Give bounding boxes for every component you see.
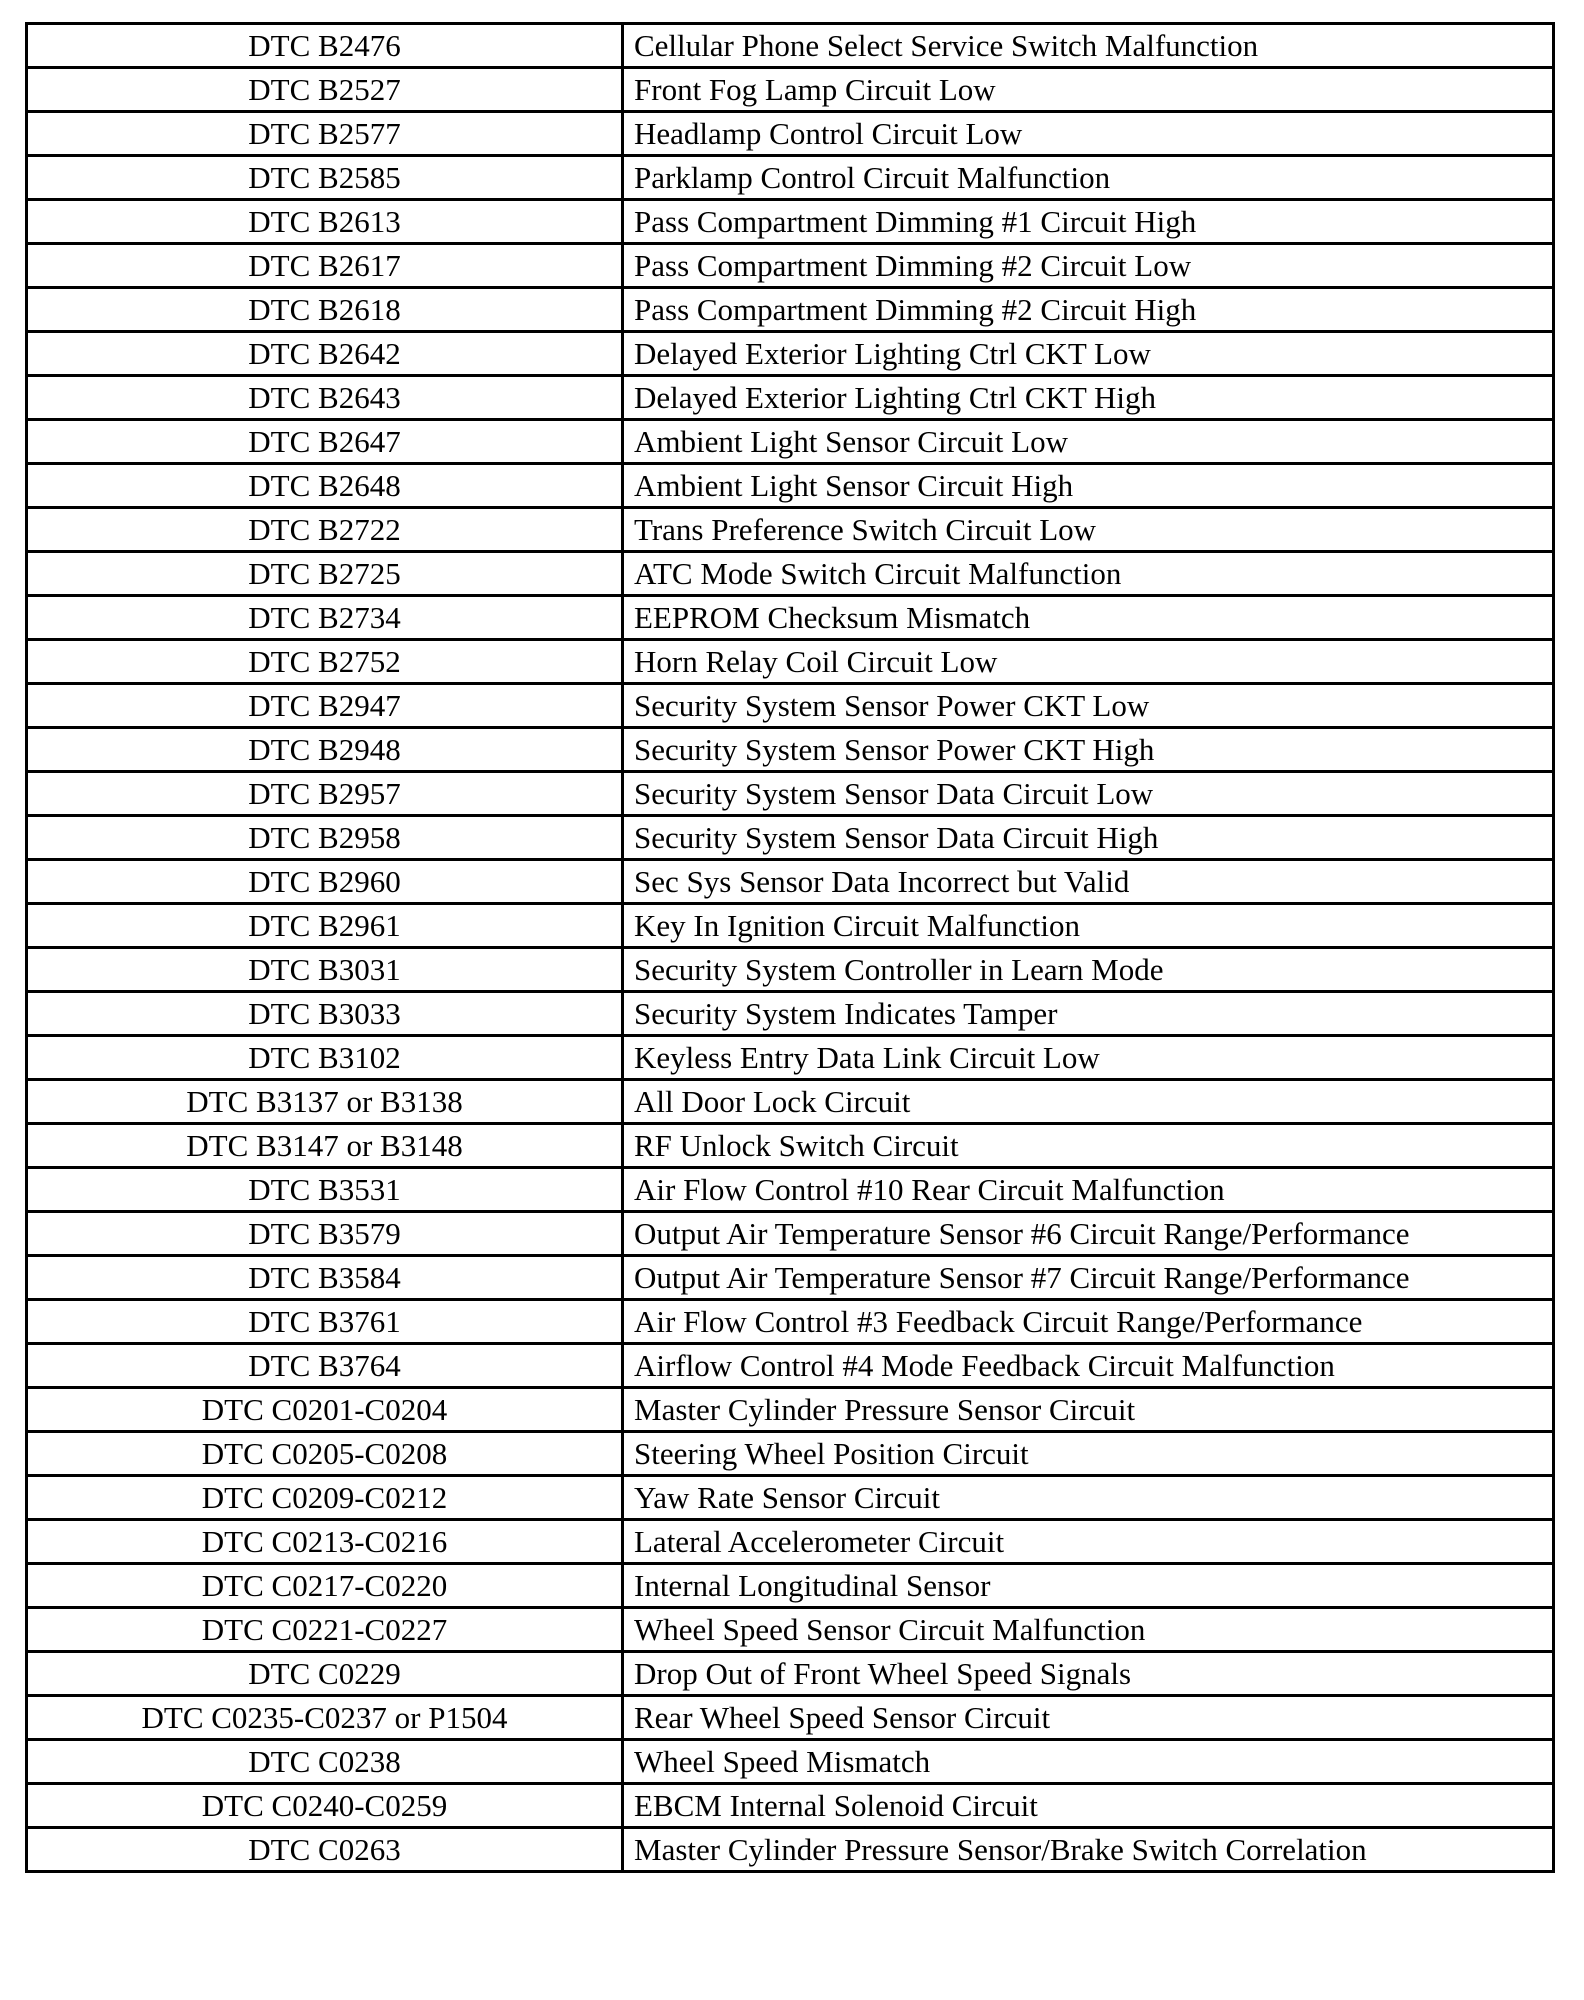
dtc-code-cell: DTC B2947 (27, 684, 623, 728)
table-row (27, 1652, 1554, 1696)
table-row (27, 288, 1554, 332)
dtc-code-cell: DTC C0221-C0227 (27, 1608, 623, 1652)
dtc-table-body (27, 24, 1554, 1872)
dtc-description-cell: Security System Controller in Learn Mode (623, 948, 1554, 992)
table-row (27, 1520, 1554, 1564)
dtc-description-cell: Keyless Entry Data Link Circuit Low (623, 1036, 1554, 1080)
dtc-description-cell: Air Flow Control #3 Feedback Circuit Range/Performance (623, 1300, 1554, 1344)
dtc-code-cell: DTC B2958 (27, 816, 623, 860)
dtc-description-cell: All Door Lock Circuit (623, 1080, 1554, 1124)
dtc-description-cell: Airflow Control #4 Mode Feedback Circuit Malfunction (623, 1344, 1554, 1388)
dtc-code-cell: DTC B3531 (27, 1168, 623, 1212)
table-row (27, 376, 1554, 420)
dtc-description-cell: Horn Relay Coil Circuit Low (623, 640, 1554, 684)
table-row (27, 772, 1554, 816)
table-row (27, 860, 1554, 904)
table-row (27, 904, 1554, 948)
dtc-description-cell: Key In Ignition Circuit Malfunction (623, 904, 1554, 948)
dtc-description-cell: Ambient Light Sensor Circuit High (623, 464, 1554, 508)
dtc-description-cell: Parklamp Control Circuit Malfunction (623, 156, 1554, 200)
dtc-description-cell: Wheel Speed Sensor Circuit Malfunction (623, 1608, 1554, 1652)
dtc-code-cell: DTC B2722 (27, 508, 623, 552)
dtc-code-cell: DTC B2648 (27, 464, 623, 508)
dtc-code-cell: DTC B2577 (27, 112, 623, 156)
table-row (27, 1300, 1554, 1344)
table-row (27, 728, 1554, 772)
table-row (27, 816, 1554, 860)
table-row (27, 1344, 1554, 1388)
table-row (27, 1124, 1554, 1168)
dtc-description-cell: Cellular Phone Select Service Switch Malfunction (623, 24, 1554, 68)
dtc-code-cell: DTC C0209-C0212 (27, 1476, 623, 1520)
dtc-description-cell: Security System Sensor Data Circuit High (623, 816, 1554, 860)
dtc-code-cell: DTC B2617 (27, 244, 623, 288)
table-row (27, 1432, 1554, 1476)
table-row (27, 1168, 1554, 1212)
dtc-code-cell: DTC B3033 (27, 992, 623, 1036)
table-row (27, 1740, 1554, 1784)
table-row (27, 1388, 1554, 1432)
dtc-description-cell: Pass Compartment Dimming #2 Circuit High (623, 288, 1554, 332)
dtc-code-cell: DTC B2613 (27, 200, 623, 244)
dtc-code-cell: DTC B3764 (27, 1344, 623, 1388)
dtc-description-cell: Steering Wheel Position Circuit (623, 1432, 1554, 1476)
dtc-description-cell: Wheel Speed Mismatch (623, 1740, 1554, 1784)
table-row (27, 1080, 1554, 1124)
table-row (27, 1256, 1554, 1300)
dtc-code-cell: DTC B2585 (27, 156, 623, 200)
dtc-description-cell: Headlamp Control Circuit Low (623, 112, 1554, 156)
dtc-code-cell: DTC B3137 or B3138 (27, 1080, 623, 1124)
dtc-code-cell: DTC B2961 (27, 904, 623, 948)
dtc-description-cell: Pass Compartment Dimming #2 Circuit Low (623, 244, 1554, 288)
dtc-description-cell: Lateral Accelerometer Circuit (623, 1520, 1554, 1564)
dtc-code-cell: DTC C0235-C0237 or P1504 (27, 1696, 623, 1740)
table-row (27, 24, 1554, 68)
table-row (27, 1828, 1554, 1872)
table-row (27, 68, 1554, 112)
table-row (27, 1608, 1554, 1652)
dtc-code-cell: DTC B3584 (27, 1256, 623, 1300)
dtc-description-cell: Security System Indicates Tamper (623, 992, 1554, 1036)
dtc-description-cell: Security System Sensor Power CKT High (623, 728, 1554, 772)
table-row (27, 1564, 1554, 1608)
dtc-code-cell: DTC B3579 (27, 1212, 623, 1256)
table-row (27, 244, 1554, 288)
dtc-description-cell: Air Flow Control #10 Rear Circuit Malfunction (623, 1168, 1554, 1212)
dtc-description-cell: Pass Compartment Dimming #1 Circuit High (623, 200, 1554, 244)
dtc-code-cell: DTC B2957 (27, 772, 623, 816)
table-row (27, 1036, 1554, 1080)
dtc-code-cell: DTC B2752 (27, 640, 623, 684)
dtc-code-cell: DTC C0229 (27, 1652, 623, 1696)
dtc-code-cell: DTC C0238 (27, 1740, 623, 1784)
dtc-description-cell: Master Cylinder Pressure Sensor/Brake Switch Correlation (623, 1828, 1554, 1872)
dtc-description-cell: Output Air Temperature Sensor #6 Circuit Range/Performance (623, 1212, 1554, 1256)
dtc-code-cell: DTC B2643 (27, 376, 623, 420)
dtc-code-cell: DTC B2476 (27, 24, 623, 68)
dtc-description-cell: Sec Sys Sensor Data Incorrect but Valid (623, 860, 1554, 904)
dtc-description-cell: Drop Out of Front Wheel Speed Signals (623, 1652, 1554, 1696)
dtc-description-cell: Security System Sensor Power CKT Low (623, 684, 1554, 728)
table-row (27, 992, 1554, 1036)
dtc-code-cell: DTC C0217-C0220 (27, 1564, 623, 1608)
dtc-description-cell: EBCM Internal Solenoid Circuit (623, 1784, 1554, 1828)
dtc-table (25, 22, 1555, 1873)
table-row (27, 596, 1554, 640)
table-row (27, 948, 1554, 992)
dtc-code-cell: DTC B2734 (27, 596, 623, 640)
dtc-description-cell: Delayed Exterior Lighting Ctrl CKT Low (623, 332, 1554, 376)
table-row (27, 420, 1554, 464)
dtc-code-cell: DTC B2960 (27, 860, 623, 904)
dtc-code-cell: DTC B2642 (27, 332, 623, 376)
table-row (27, 508, 1554, 552)
dtc-description-cell: Front Fog Lamp Circuit Low (623, 68, 1554, 112)
dtc-description-cell: ATC Mode Switch Circuit Malfunction (623, 552, 1554, 596)
dtc-description-cell: Master Cylinder Pressure Sensor Circuit (623, 1388, 1554, 1432)
table-row (27, 640, 1554, 684)
dtc-description-cell: Output Air Temperature Sensor #7 Circuit Range/Performance (623, 1256, 1554, 1300)
dtc-code-cell: DTC C0201-C0204 (27, 1388, 623, 1432)
dtc-description-cell: Yaw Rate Sensor Circuit (623, 1476, 1554, 1520)
dtc-description-cell: Trans Preference Switch Circuit Low (623, 508, 1554, 552)
table-row (27, 552, 1554, 596)
dtc-description-cell: EEPROM Checksum Mismatch (623, 596, 1554, 640)
dtc-code-cell: DTC B3147 or B3148 (27, 1124, 623, 1168)
dtc-code-cell: DTC C0205-C0208 (27, 1432, 623, 1476)
dtc-description-cell: Security System Sensor Data Circuit Low (623, 772, 1554, 816)
dtc-code-cell: DTC C0213-C0216 (27, 1520, 623, 1564)
table-row (27, 156, 1554, 200)
table-row (27, 1784, 1554, 1828)
table-row (27, 332, 1554, 376)
table-row (27, 200, 1554, 244)
dtc-code-cell: DTC C0240-C0259 (27, 1784, 623, 1828)
table-row (27, 1696, 1554, 1740)
dtc-description-cell: Internal Longitudinal Sensor (623, 1564, 1554, 1608)
dtc-code-cell: DTC B3761 (27, 1300, 623, 1344)
dtc-code-cell: DTC B2647 (27, 420, 623, 464)
table-row (27, 1476, 1554, 1520)
table-row (27, 464, 1554, 508)
dtc-code-cell: DTC B2725 (27, 552, 623, 596)
dtc-description-cell: Delayed Exterior Lighting Ctrl CKT High (623, 376, 1554, 420)
dtc-code-cell: DTC B3102 (27, 1036, 623, 1080)
table-row (27, 684, 1554, 728)
dtc-code-cell: DTC B3031 (27, 948, 623, 992)
table-row (27, 1212, 1554, 1256)
dtc-code-cell: DTC B2948 (27, 728, 623, 772)
dtc-description-cell: RF Unlock Switch Circuit (623, 1124, 1554, 1168)
dtc-description-cell: Rear Wheel Speed Sensor Circuit (623, 1696, 1554, 1740)
table-row (27, 112, 1554, 156)
dtc-code-cell: DTC C0263 (27, 1828, 623, 1872)
dtc-code-cell: DTC B2618 (27, 288, 623, 332)
dtc-code-cell: DTC B2527 (27, 68, 623, 112)
dtc-description-cell: Ambient Light Sensor Circuit Low (623, 420, 1554, 464)
